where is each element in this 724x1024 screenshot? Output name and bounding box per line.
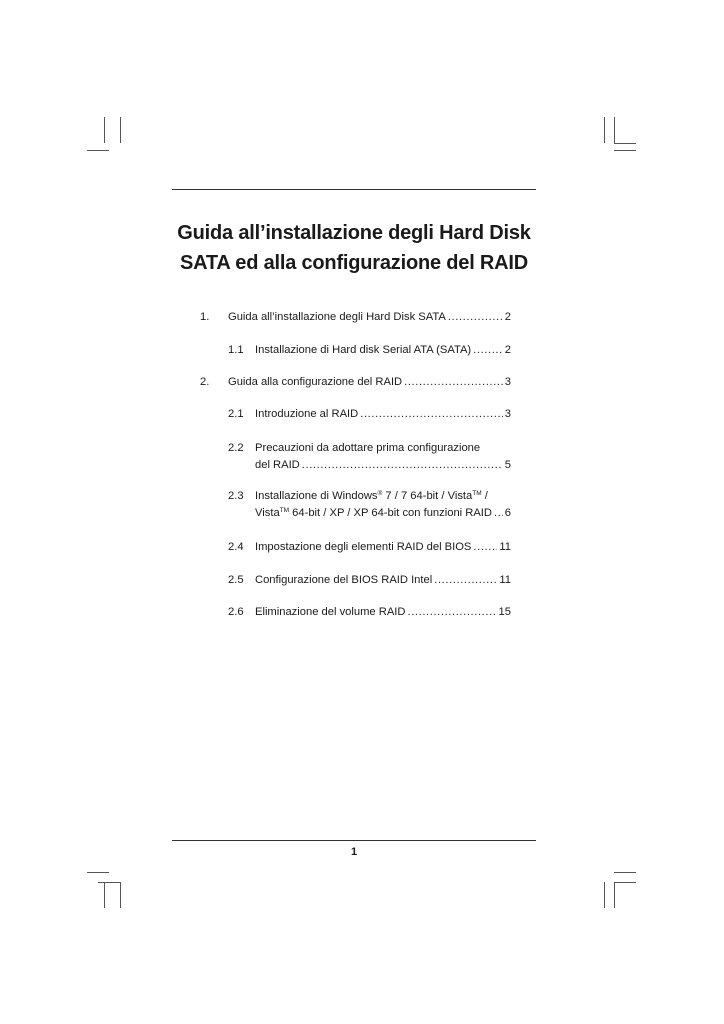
title-line-1: Guida all’installazione degli Hard Disk: [177, 222, 531, 244]
bottom-rule: [172, 840, 536, 841]
toc-number: 2.2: [228, 442, 244, 454]
crop-mark: [614, 150, 636, 151]
toc-leader: [360, 406, 503, 423]
toc-number: 2.5: [228, 574, 244, 586]
toc-page: 6: [504, 507, 511, 519]
toc-text: Configurazione del BIOS RAID Intel: [255, 574, 433, 586]
toc-page: 11: [499, 541, 511, 553]
toc-number: 1.1: [228, 344, 244, 356]
toc-text: Guida all’installazione degli Hard Disk SATA: [228, 311, 446, 323]
crop-mark: [614, 872, 636, 873]
toc-number: 2.6: [228, 606, 244, 618]
toc-page: 3: [504, 376, 511, 388]
top-rule: [172, 189, 536, 190]
crop-mark: [614, 882, 615, 908]
crop-mark: [120, 882, 121, 908]
toc-text: Impostazione degli elementi RAID del BIOS: [255, 541, 472, 553]
toc-number: 2.4: [228, 541, 244, 553]
toc-text: Guida alla configurazione del RAID: [228, 376, 403, 388]
toc-page: 2: [504, 344, 511, 356]
toc-page: 5: [504, 459, 511, 471]
crop-mark: [87, 872, 109, 873]
toc-leader: [494, 505, 503, 522]
toc-leader: [434, 572, 497, 589]
toc-number: 2.1: [228, 408, 244, 420]
crop-mark: [104, 117, 105, 143]
toc-text-cont: del RAID: [255, 459, 300, 471]
toc-text: Eliminazione del volume RAID: [255, 606, 406, 618]
page-number: 1: [350, 846, 358, 858]
crop-mark: [614, 882, 636, 883]
page-title: [172, 218, 536, 278]
crop-mark: [614, 143, 636, 144]
toc-leader: [473, 342, 503, 359]
crop-mark: [604, 117, 605, 143]
toc-text: Precauzioni da adottare prima configurazione: [255, 442, 481, 454]
toc-leader: [404, 374, 503, 391]
toc-page: 15: [498, 606, 511, 618]
toc-text: Installazione di Windows® 7 / 7 64-bit / Vista™ /: [255, 490, 488, 502]
toc-leader: [473, 539, 497, 556]
crop-mark: [104, 882, 105, 908]
toc-number: 2.3: [228, 490, 244, 502]
toc-text-cont: Vista™ 64-bit / XP / XP 64-bit con funzioni RAID: [255, 507, 492, 519]
crop-mark: [604, 882, 605, 908]
toc-number: 1.: [200, 311, 210, 323]
toc-page: 3: [504, 408, 511, 420]
toc-leader: [302, 457, 503, 474]
crop-mark: [120, 117, 121, 143]
toc-text: Installazione di Hard disk Serial ATA (SATA): [255, 344, 472, 356]
crop-mark: [614, 117, 615, 143]
toc-leader: [407, 604, 496, 621]
crop-mark: [87, 150, 109, 151]
toc-leader: [448, 309, 503, 326]
crop-mark: [98, 882, 120, 883]
toc-number: 2.: [200, 376, 210, 388]
toc-text: Introduzione al RAID: [255, 408, 359, 420]
toc-page: 11: [499, 574, 511, 586]
title-line-2: SATA ed alla configurazione del RAID: [179, 252, 529, 274]
toc-page: 2: [504, 311, 511, 323]
